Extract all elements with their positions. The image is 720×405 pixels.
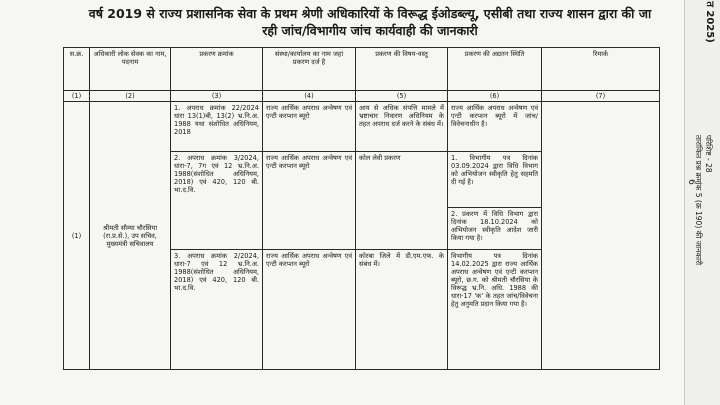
subject-cell: आय से अधिक संपत्ति मामले में भ्रष्टाचार निवारण अधिनियम के तहत अपराध दर्ज करने के संबंध में। (356, 102, 448, 152)
case-cell: 2. अपराध क्रमांक 3/2024, धारा-7, 7ग एवं 12 भ्र.नि.अ. 1988(संशोधित अधिनियम, 2018) एवं 420, 120 बी. भा.द.वि. (171, 152, 263, 250)
side-page-number: 6 (686, 179, 696, 185)
side-year-text: त 2025) (704, 1, 715, 43)
side-caption-line: तारांकित प्रश्न क्रमांक 5 (क्र 190) की जानकारी (694, 134, 703, 266)
col-number: (4) (263, 91, 356, 102)
investigation-table (63, 47, 660, 370)
case-cell: 3. अपराध क्रमांक 2/2024, धारा-7 एवं 12 भ्र.नि.अ. 1988(संशोधित अधिनियम, 2018) एवं 420, 120 बी. भा.द.वि. (171, 250, 263, 370)
col-number: (7) (542, 91, 660, 102)
page-title: वर्ष 2019 से राज्य प्रशासनिक सेवा के प्रथम श्रेणी अधिकारियों के विरूद्ध ईओडब्ल्यू, एसीबी तथा राज्य शासन द्वारा की जा रही जांच/विभागीय जांच कार्यवाही की जानकारी (88, 6, 652, 38)
table-row (64, 102, 660, 152)
col-number: (5) (356, 91, 448, 102)
header-case-number: प्रकरण क्रमांक (171, 48, 263, 91)
col-number: (3) (171, 91, 263, 102)
case-cell: 1. अपराध क्रमांक 22/2024 धारा 13(1)बी, 13(2) भ्र.नि.अ. 1988 यथा संशोधित अधिनियम, 2018 (171, 102, 263, 152)
subject-cell: कोरबा जिले में डी.एम.एफ. के संबंध में। (356, 250, 448, 370)
header-subject: प्रकरण की विषय-वस्तु (356, 48, 448, 91)
header-status: प्रकरण की अद्यतन स्थिति (448, 48, 542, 91)
header-row (64, 48, 660, 91)
subject-cell: कोल लेवी प्रकरण (356, 152, 448, 250)
side-caption-line: परिशिष्ट - 28 (704, 134, 713, 173)
header-serial: स.क्र. (64, 48, 90, 91)
header-office: संस्था/कार्यालय का नाम जहां प्रकरण दर्ज है (263, 48, 356, 91)
header-remark: रिमार्क (542, 48, 660, 91)
col-number: (1) (64, 91, 90, 102)
status-cell: 2. प्रकरण में विधि विभाग द्वारा दिनांक 18.10.2024 को अभियोजन स्वीकृति आदेश जारी किया गया है। (448, 208, 542, 250)
col-number: (2) (90, 91, 171, 102)
status-cell: राज्य आर्थिक अपराध अन्वेषण एवं एन्टी करप्शन ब्यूरो में जांच/विवेचनाधीन है। (448, 102, 542, 152)
status-cell: विभागीय पत्र दिनांक 14.02.2025 द्वारा राज्य आर्थिक अपराध अन्वेषण एवं एन्टी करप्शन ब्यूरो, छ.ग. को श्रीमती चौरसिया के विरूद्ध भ्र.नि. अधि. 1988 की धारा-17 'क' के तहत जांच/विवेचना हेतु अनुमति प्रदान किया गया है। (448, 250, 542, 370)
col-number: (6) (448, 91, 542, 102)
office-cell: राज्य आर्थिक अपराध अन्वेषण एवं एन्टी करप्शन ब्यूरो (263, 250, 356, 370)
remark-cell (542, 102, 660, 370)
office-cell: राज्य आर्थिक अपराध अन्वेषण एवं एन्टी करप्शन ब्यूरो (263, 152, 356, 250)
side-caption (693, 135, 713, 265)
header-officer: अधिकारी लोक सेवक का नाम, पदनाम (90, 48, 171, 91)
adjacent-page-edge (684, 0, 720, 405)
column-number-row (64, 91, 660, 102)
serial-cell: (1) (64, 102, 90, 370)
officer-cell: श्रीमती सौम्या चौरसिया (रा.प्र.से.), उप सचिव, मुख्यमंत्री सचिवालय (90, 102, 171, 370)
office-cell: राज्य आर्थिक अपराध अन्वेषण एवं एन्टी करप्शन ब्यूरो (263, 102, 356, 152)
status-cell: 1. विभागीय पत्र दिनांक 03.09.2024 द्वारा विधि विभाग को अभियोजन स्वीकृति हेतु सहमति दी गई है। (448, 152, 542, 208)
